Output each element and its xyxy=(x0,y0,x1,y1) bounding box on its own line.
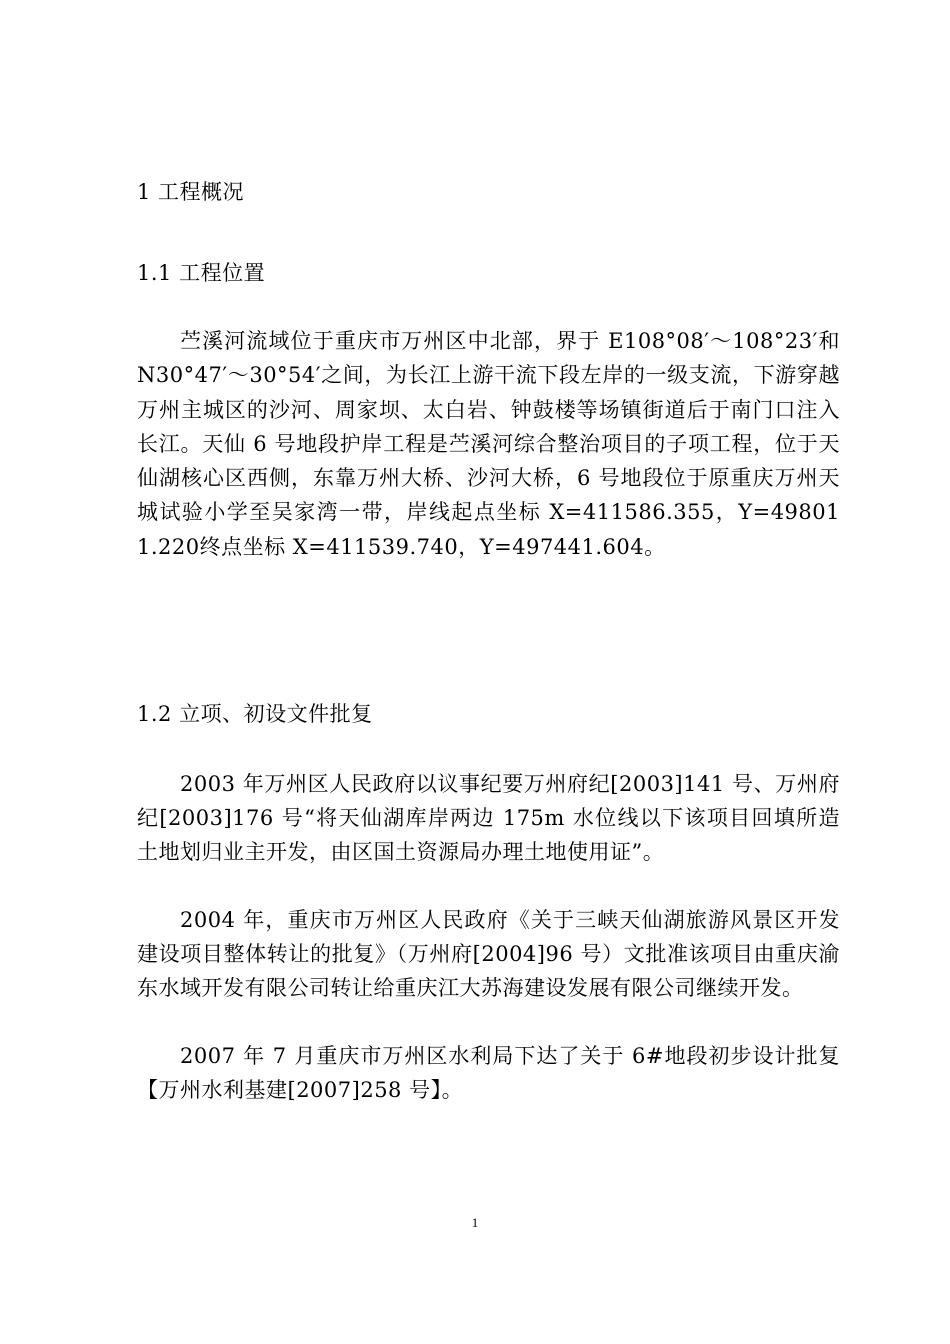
section-1-1-heading: 1.1 工程位置 xyxy=(137,261,266,285)
approval-2004-paragraph: 2004 年，重庆市万州区人民政府《关于三峡天仙湖旅游风景区开发建设项目整体转让的批复》（万州府[2004]96 号）文批准该项目由重庆渝东水域开发有限公司转让给重庆江大苏海建设发展有限公司继续开发。 xyxy=(137,908,840,1000)
approval-2003-paragraph: 2003 年万州区人民政府以议事纪要万州府纪[2003]141 号、万州府纪[2003]176 号“将天仙湖库岸两边 175m 水位线以下该项目回填所造土地划归业主开发，由区国土资源局办理土地使用证”。 xyxy=(137,772,840,864)
section-1-2-heading: 1.2 立项、初设文件批复 xyxy=(137,702,373,726)
page-number: 1 xyxy=(471,1215,479,1230)
location-paragraph: 苎溪河流域位于重庆市万州区中北部，界于 E108°08′～108°23′和N30°47′～30°54′之间，为长江上游干流下段左岸的一级支流，下游穿越万州主城区的沙河、周家坝、太白岩、钟鼓楼等场镇街道后于南门口注入长江。天仙 6 号地段护岸工程是苎溪河综合整治项目的子项工程，位于天仙湖核心区西侧，东靠万州大桥、沙河大桥，6 号地段位于原重庆万州天城试验小学至吴家湾一带，岸线起点坐标 X=411586.355，Y=498011.220终点坐标 X=411539.740，Y=497441.604。 xyxy=(137,329,840,559)
approval-2007-paragraph: 2007 年 7 月重庆市万州区水利局下达了关于 6#地段初步设计批复【万州水利基建[2007]258 号】。 xyxy=(137,1044,840,1102)
section-1-heading: 1 工程概况 xyxy=(137,180,245,204)
